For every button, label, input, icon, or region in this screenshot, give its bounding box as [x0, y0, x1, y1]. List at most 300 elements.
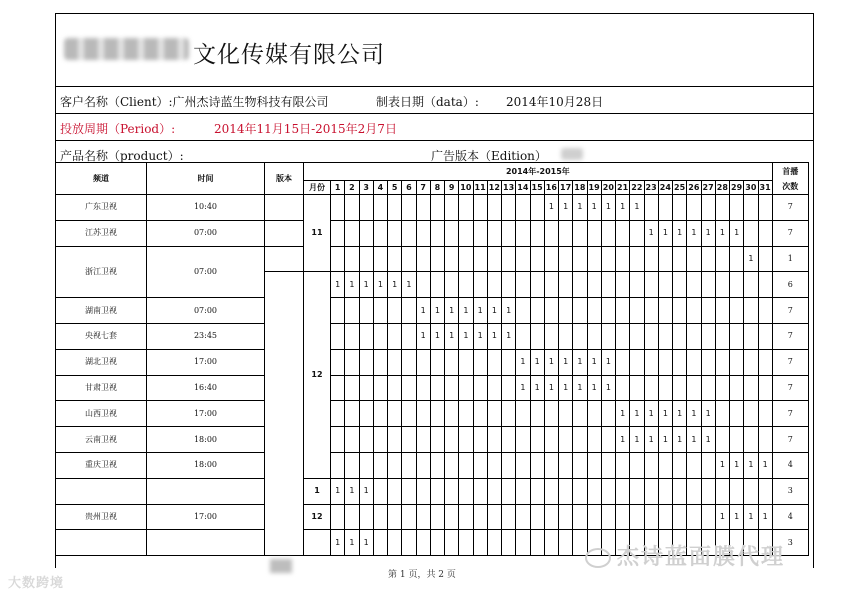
table-row	[56, 452, 809, 478]
day-cell	[601, 427, 615, 453]
day-cell	[530, 504, 544, 530]
day-cell	[616, 504, 630, 530]
day-cell	[430, 349, 444, 375]
time-cell: 07:00	[147, 220, 265, 246]
day-cell	[630, 478, 644, 504]
day-cell	[402, 427, 416, 453]
day-cell	[658, 478, 672, 504]
count-cell: 7	[772, 323, 808, 349]
count-cell: 7	[772, 375, 808, 401]
day-cell	[359, 427, 373, 453]
day-mark: 1	[359, 478, 373, 504]
day-cell	[715, 195, 729, 221]
day-cell	[601, 478, 615, 504]
version-cell	[265, 220, 304, 246]
day-cell	[530, 452, 544, 478]
day-cell	[744, 375, 758, 401]
day-cell	[388, 504, 402, 530]
day-cell	[487, 530, 501, 556]
count-cell: 3	[772, 478, 808, 504]
day-cell	[445, 427, 459, 453]
day-cell	[430, 195, 444, 221]
day-mark: 1	[544, 195, 558, 221]
day-mark: 1	[601, 375, 615, 401]
day-cell	[459, 272, 473, 298]
day-cell	[687, 478, 701, 504]
day-cell	[616, 375, 630, 401]
day-mark: 1	[658, 427, 672, 453]
day-cell	[416, 504, 430, 530]
time-cell	[147, 530, 265, 556]
table-row	[56, 220, 809, 246]
day-cell	[402, 195, 416, 221]
day-cell	[416, 530, 430, 556]
day-mark: 1	[658, 220, 672, 246]
day-cell	[658, 272, 672, 298]
channel-cell: 云南卫视	[56, 427, 147, 453]
day-cell	[758, 349, 772, 375]
day-cell	[430, 452, 444, 478]
day-cell	[616, 323, 630, 349]
channel-cell: 广东卫视	[56, 195, 147, 221]
day-mark: 1	[331, 530, 345, 556]
day-cell	[715, 478, 729, 504]
day-cell	[687, 298, 701, 324]
day-header: 20	[601, 181, 615, 195]
day-cell	[487, 349, 501, 375]
day-cell	[502, 504, 516, 530]
day-cell	[373, 504, 387, 530]
day-mark: 1	[487, 298, 501, 324]
client-label: 客户名称（Client）:广州杰诗蓝生物科技有限公司	[60, 95, 329, 109]
day-cell	[416, 195, 430, 221]
day-cell	[530, 323, 544, 349]
day-cell	[573, 272, 587, 298]
day-header: 30	[744, 181, 758, 195]
day-cell	[701, 323, 715, 349]
day-cell	[502, 220, 516, 246]
client-row	[56, 87, 813, 114]
day-cell	[687, 323, 701, 349]
day-cell	[459, 349, 473, 375]
day-cell	[487, 220, 501, 246]
count-cell: 3	[772, 530, 808, 556]
day-cell	[331, 349, 345, 375]
day-mark: 1	[673, 401, 687, 427]
day-cell	[601, 220, 615, 246]
day-cell	[430, 478, 444, 504]
count-cell: 6	[772, 272, 808, 298]
day-cell	[573, 323, 587, 349]
day-cell	[630, 452, 644, 478]
day-cell	[359, 298, 373, 324]
day-cell	[544, 272, 558, 298]
schedule-sheet	[55, 13, 814, 568]
table-row	[56, 504, 809, 530]
day-cell	[601, 246, 615, 272]
day-mark: 1	[587, 349, 601, 375]
time-cell	[147, 478, 265, 504]
day-cell	[715, 349, 729, 375]
day-header: 6	[402, 181, 416, 195]
day-cell	[373, 401, 387, 427]
day-cell	[587, 452, 601, 478]
day-cell	[758, 375, 772, 401]
day-cell	[616, 272, 630, 298]
day-mark: 1	[487, 323, 501, 349]
table-row	[56, 349, 809, 375]
day-cell	[744, 427, 758, 453]
day-cell	[758, 427, 772, 453]
day-cell	[516, 323, 530, 349]
day-mark: 1	[331, 478, 345, 504]
day-cell	[601, 298, 615, 324]
day-cell	[744, 272, 758, 298]
channel-cell: 江苏卫视	[56, 220, 147, 246]
day-cell	[359, 401, 373, 427]
header-first: 首播	[772, 163, 808, 181]
day-cell	[445, 349, 459, 375]
day-cell	[530, 195, 544, 221]
day-cell	[359, 452, 373, 478]
day-mark: 1	[544, 349, 558, 375]
day-cell	[673, 504, 687, 530]
time-cell: 17:00	[147, 401, 265, 427]
day-cell	[701, 246, 715, 272]
day-cell	[559, 530, 573, 556]
day-cell	[758, 246, 772, 272]
day-cell	[658, 452, 672, 478]
day-cell	[402, 246, 416, 272]
day-cell	[658, 298, 672, 324]
day-mark: 1	[744, 246, 758, 272]
day-cell	[687, 272, 701, 298]
day-cell	[445, 452, 459, 478]
day-cell	[487, 452, 501, 478]
day-mark: 1	[687, 427, 701, 453]
count-cell: 7	[772, 401, 808, 427]
day-header: 28	[715, 181, 729, 195]
day-cell	[445, 195, 459, 221]
day-cell	[644, 504, 658, 530]
blurred-company-prefix	[64, 38, 189, 60]
day-mark: 1	[331, 272, 345, 298]
day-mark: 1	[573, 195, 587, 221]
day-header: 4	[373, 181, 387, 195]
month-cell: 12	[304, 272, 331, 478]
day-cell	[473, 504, 487, 530]
day-cell	[587, 220, 601, 246]
channel-cell: 甘肃卫视	[56, 375, 147, 401]
day-cell	[502, 246, 516, 272]
day-cell	[544, 452, 558, 478]
time-cell: 17:00	[147, 349, 265, 375]
day-cell	[559, 401, 573, 427]
day-cell	[758, 195, 772, 221]
day-cell	[601, 504, 615, 530]
day-cell	[359, 195, 373, 221]
day-mark: 1	[616, 195, 630, 221]
day-cell	[331, 298, 345, 324]
day-mark: 1	[416, 323, 430, 349]
day-cell	[487, 195, 501, 221]
time-cell: 17:00	[147, 504, 265, 530]
day-cell	[644, 323, 658, 349]
day-mark: 1	[416, 298, 430, 324]
day-header: 19	[587, 181, 601, 195]
day-cell	[373, 195, 387, 221]
day-cell	[516, 427, 530, 453]
day-cell	[516, 272, 530, 298]
day-cell	[758, 478, 772, 504]
day-cell	[416, 427, 430, 453]
day-cell	[331, 452, 345, 478]
day-cell	[402, 452, 416, 478]
day-cell	[559, 504, 573, 530]
channel-cell: 央视七套	[56, 323, 147, 349]
table-row	[56, 401, 809, 427]
day-cell	[601, 323, 615, 349]
day-mark: 1	[644, 220, 658, 246]
month-cell: 12	[304, 504, 331, 530]
day-header: 18	[573, 181, 587, 195]
day-cell	[373, 246, 387, 272]
day-cell	[445, 504, 459, 530]
day-cell	[715, 323, 729, 349]
day-cell	[502, 195, 516, 221]
day-cell	[487, 272, 501, 298]
day-cell	[487, 427, 501, 453]
day-cell	[715, 298, 729, 324]
day-cell	[430, 427, 444, 453]
day-cell	[430, 375, 444, 401]
company-name: 文化传媒有限公司	[193, 42, 385, 68]
day-cell	[359, 375, 373, 401]
day-cell	[687, 452, 701, 478]
period-row	[56, 114, 813, 141]
day-cell	[402, 401, 416, 427]
day-cell	[345, 401, 359, 427]
channel-cell: 贵州卫视	[56, 504, 147, 530]
day-header: 26	[687, 181, 701, 195]
date-value: 2014年10月28日	[506, 95, 604, 109]
day-mark: 1	[530, 375, 544, 401]
day-cell	[730, 298, 744, 324]
day-cell	[758, 298, 772, 324]
day-cell	[359, 246, 373, 272]
day-mark: 1	[516, 349, 530, 375]
month-cell: 11	[304, 195, 331, 272]
edition-label: 广告版本（Edition）	[431, 149, 547, 163]
header-year-range: 2014年-2015年	[304, 163, 773, 181]
period-value: 2014年11月15日-2015年2月7日	[214, 122, 397, 136]
day-cell	[530, 530, 544, 556]
day-cell	[331, 427, 345, 453]
title-row	[56, 14, 813, 87]
day-mark: 1	[544, 375, 558, 401]
day-cell	[373, 298, 387, 324]
day-cell	[744, 401, 758, 427]
day-cell	[473, 530, 487, 556]
day-cell	[331, 220, 345, 246]
day-cell	[730, 323, 744, 349]
day-cell	[345, 298, 359, 324]
day-cell	[445, 246, 459, 272]
day-cell	[502, 452, 516, 478]
day-header: 12	[487, 181, 501, 195]
day-cell	[516, 298, 530, 324]
day-cell	[730, 478, 744, 504]
day-cell	[758, 272, 772, 298]
day-cell	[730, 427, 744, 453]
day-cell	[559, 427, 573, 453]
day-cell	[573, 298, 587, 324]
day-cell	[487, 375, 501, 401]
day-mark: 1	[744, 504, 758, 530]
day-header: 1	[331, 181, 345, 195]
day-cell	[744, 220, 758, 246]
day-header: 10	[459, 181, 473, 195]
day-mark: 1	[673, 427, 687, 453]
page-footer: 第 1 页，共 2 页	[388, 570, 456, 580]
day-cell	[359, 504, 373, 530]
product-label: 产品名称（product）:	[60, 149, 184, 163]
day-mark: 1	[573, 349, 587, 375]
day-cell	[459, 195, 473, 221]
period-label: 投放周期（Period）:	[60, 122, 176, 136]
time-cell: 18:00	[147, 452, 265, 478]
day-cell	[559, 478, 573, 504]
day-cell	[516, 401, 530, 427]
day-cell	[402, 375, 416, 401]
day-cell	[345, 323, 359, 349]
day-cell	[502, 478, 516, 504]
day-cell	[430, 401, 444, 427]
day-header: 29	[730, 181, 744, 195]
day-cell	[388, 478, 402, 504]
day-cell	[402, 530, 416, 556]
day-cell	[630, 504, 644, 530]
day-cell	[459, 220, 473, 246]
day-cell	[601, 452, 615, 478]
day-cell	[459, 530, 473, 556]
time-cell: 07:00	[147, 246, 265, 298]
day-cell	[658, 195, 672, 221]
day-cell	[630, 298, 644, 324]
day-mark: 1	[644, 401, 658, 427]
day-cell	[402, 323, 416, 349]
day-mark: 1	[587, 375, 601, 401]
count-cell: 1	[772, 246, 808, 272]
day-cell	[487, 246, 501, 272]
day-cell	[445, 272, 459, 298]
blurred-stamp	[270, 559, 292, 573]
day-cell	[473, 195, 487, 221]
day-cell	[373, 323, 387, 349]
day-cell	[416, 272, 430, 298]
day-cell	[416, 478, 430, 504]
time-cell: 10:40	[147, 195, 265, 221]
day-cell	[573, 504, 587, 530]
day-mark: 1	[701, 401, 715, 427]
day-cell	[687, 504, 701, 530]
day-cell	[388, 452, 402, 478]
day-cell	[587, 272, 601, 298]
day-mark: 1	[658, 401, 672, 427]
day-cell	[331, 401, 345, 427]
day-cell	[758, 323, 772, 349]
day-cell	[687, 246, 701, 272]
day-cell	[673, 272, 687, 298]
day-cell	[544, 427, 558, 453]
day-cell	[673, 349, 687, 375]
day-mark: 1	[587, 195, 601, 221]
day-cell	[402, 349, 416, 375]
version-cell	[265, 195, 304, 221]
wechat-icon	[585, 548, 611, 568]
day-cell	[544, 298, 558, 324]
day-cell	[430, 272, 444, 298]
watermark-left: 大数跨境	[8, 576, 65, 591]
version-cell	[265, 246, 304, 272]
day-mark: 1	[430, 323, 444, 349]
day-mark: 1	[616, 401, 630, 427]
day-cell	[644, 452, 658, 478]
day-cell	[473, 349, 487, 375]
day-cell	[388, 220, 402, 246]
day-mark: 1	[644, 427, 658, 453]
channel-cell: 重庆卫视	[56, 452, 147, 478]
day-header: 7	[416, 181, 430, 195]
time-cell: 18:00	[147, 427, 265, 453]
day-cell	[530, 298, 544, 324]
day-cell	[473, 401, 487, 427]
day-cell	[630, 220, 644, 246]
day-cell	[516, 504, 530, 530]
day-cell	[644, 272, 658, 298]
day-cell	[402, 298, 416, 324]
day-cell	[331, 504, 345, 530]
day-mark: 1	[388, 272, 402, 298]
day-cell	[516, 452, 530, 478]
day-mark: 1	[573, 375, 587, 401]
day-cell	[744, 478, 758, 504]
day-cell	[416, 401, 430, 427]
day-cell	[644, 246, 658, 272]
day-cell	[701, 349, 715, 375]
day-cell	[331, 323, 345, 349]
day-mark: 1	[559, 349, 573, 375]
month-cell	[304, 530, 331, 556]
table-row	[56, 246, 809, 272]
day-cell	[416, 220, 430, 246]
day-cell	[630, 272, 644, 298]
day-mark: 1	[345, 272, 359, 298]
day-mark: 1	[730, 452, 744, 478]
day-cell	[644, 349, 658, 375]
blurred-edition	[561, 148, 583, 160]
day-cell	[430, 530, 444, 556]
time-cell: 16:40	[147, 375, 265, 401]
day-cell	[459, 401, 473, 427]
day-cell	[587, 478, 601, 504]
day-cell	[430, 220, 444, 246]
day-cell	[331, 246, 345, 272]
day-cell	[473, 375, 487, 401]
day-cell	[373, 375, 387, 401]
day-mark: 1	[687, 401, 701, 427]
day-mark: 1	[359, 272, 373, 298]
